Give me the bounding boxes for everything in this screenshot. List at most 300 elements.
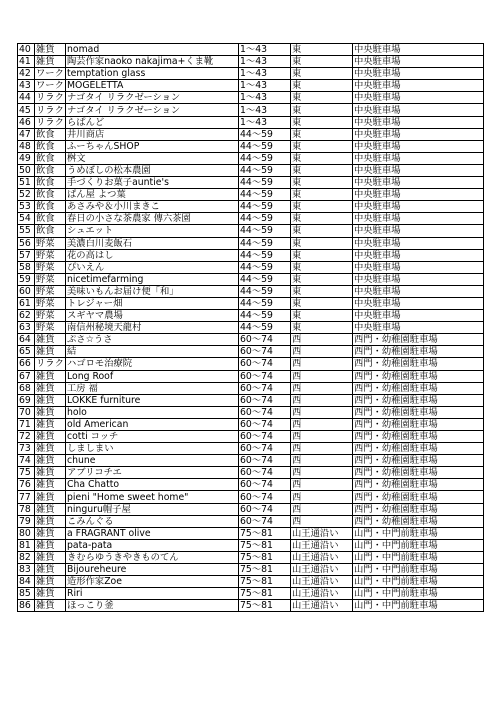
table-row	[18, 297, 484, 309]
table-row	[18, 467, 484, 479]
category-cell: 雑貨	[35, 443, 66, 455]
area-cell: 山王通沿い	[291, 588, 353, 600]
area-cell: 山王通沿い	[291, 539, 353, 551]
vendor-name-cell: 南信州秘境天龍村	[66, 322, 239, 334]
parking-cell: 中央駐車場	[353, 68, 484, 80]
area-cell: 東	[291, 104, 353, 116]
category-cell: 雑貨	[35, 467, 66, 479]
vendor-name-cell: MOGELETTA	[66, 80, 239, 92]
category-cell: リラク	[36, 104, 64, 116]
parking-cell: 中央駐車場	[353, 116, 484, 128]
category-cell: 雑貨	[35, 564, 66, 576]
table-row	[18, 370, 484, 382]
vendor-name-cell: LOKKE furniture	[66, 394, 239, 406]
vendor-name-cell: 造形作家Zoe	[66, 576, 239, 588]
area-cell: 西	[291, 382, 353, 394]
row-number: 53	[18, 201, 35, 213]
vendor-name-cell: ぷさ☆うさ	[66, 334, 239, 346]
area-cell: 東	[291, 92, 353, 104]
row-number: 51	[18, 177, 35, 189]
parking-cell: 西門・幼稚園駐車場	[353, 382, 484, 394]
booth-range-cell: 44～59	[239, 237, 291, 249]
table-row	[18, 576, 484, 588]
parking-cell: 中央駐車場	[353, 92, 484, 104]
booth-range-cell: 1～43	[239, 80, 291, 92]
booth-range-cell: 1～43	[239, 92, 291, 104]
vendor-name-cell: ぱん屋 よつ葉	[66, 189, 239, 201]
table-row	[18, 479, 484, 491]
table-row	[18, 56, 484, 68]
row-number: 60	[18, 285, 35, 297]
table-row	[18, 455, 484, 467]
parking-cell: 中央駐車場	[353, 44, 484, 56]
category-cell: 雑貨	[35, 334, 66, 346]
row-number: 67	[18, 370, 35, 382]
table-row	[18, 394, 484, 406]
table-row	[18, 213, 484, 225]
parking-cell: 中央駐車場	[353, 177, 484, 189]
table-row	[18, 334, 484, 346]
booth-range-cell: 44～59	[239, 201, 291, 213]
vendor-name-cell: アブリコチエ	[66, 467, 239, 479]
booth-range-cell: 75～81	[239, 527, 291, 539]
category-cell: 雑貨	[35, 431, 66, 443]
table-row	[18, 116, 484, 128]
table-row	[18, 68, 484, 80]
booth-range-cell: 44～59	[239, 213, 291, 225]
vendor-name-cell: ほっこり釜	[66, 600, 239, 612]
row-number: 78	[18, 503, 35, 515]
area-cell: 東	[291, 273, 353, 285]
vendor-name-cell: 春日の小さな茶農家 傳六茶園	[66, 213, 239, 225]
table-row	[18, 515, 484, 527]
booth-range-cell: 1～43	[239, 116, 291, 128]
booth-range-cell: 60～74	[239, 443, 291, 455]
category-cell: 雑貨	[35, 44, 66, 56]
parking-cell: 西門・幼稚園駐車場	[353, 455, 484, 467]
parking-cell: 中央駐車場	[353, 56, 484, 68]
vendor-name-cell: a FRAGRANT olive	[66, 527, 239, 539]
booth-range-cell: 44～59	[239, 177, 291, 189]
parking-cell: 中央駐車場	[353, 297, 484, 309]
row-number: 71	[18, 418, 35, 430]
area-cell: 西	[291, 370, 353, 382]
parking-cell: 山門・中門前駐車場	[353, 600, 484, 612]
vendor-name-cell: pieni "Home sweet home"	[66, 491, 239, 503]
table-row	[18, 44, 484, 56]
table-row	[18, 418, 484, 430]
category-cell: 飲食	[35, 128, 66, 140]
category-cell: 飲食	[35, 225, 66, 237]
parking-cell: 中央駐車場	[353, 310, 484, 322]
area-cell: 西	[291, 334, 353, 346]
category-cell: 飲食	[35, 140, 66, 152]
row-number: 85	[18, 588, 35, 600]
vendor-name-cell: らぱんど	[66, 116, 239, 128]
parking-cell: 西門・幼稚園駐車場	[353, 358, 484, 370]
parking-cell: 中央駐車場	[353, 237, 484, 249]
category-cell: 野菜	[35, 237, 66, 249]
area-cell: 東	[291, 116, 353, 128]
booth-range-cell: 60～74	[239, 491, 291, 503]
category-cell: 野菜	[35, 261, 66, 273]
parking-cell: 西門・幼稚園駐車場	[353, 334, 484, 346]
vendor-name-cell: 井川商店	[66, 128, 239, 140]
table-row	[18, 104, 484, 116]
area-cell: 東	[291, 213, 353, 225]
row-number: 43	[18, 80, 35, 92]
category-cell: 野菜	[35, 322, 66, 334]
parking-cell: 中央駐車場	[353, 152, 484, 164]
category-cell: 雑貨	[35, 394, 66, 406]
row-number: 72	[18, 431, 35, 443]
row-number: 54	[18, 213, 35, 225]
area-cell: 西	[291, 479, 353, 491]
table-row	[18, 431, 484, 443]
area-cell: 西	[291, 431, 353, 443]
table-row	[18, 80, 484, 92]
booth-range-cell: 44～59	[239, 297, 291, 309]
area-cell: 東	[291, 225, 353, 237]
table-row	[18, 273, 484, 285]
parking-cell: 西門・幼稚園駐車場	[353, 406, 484, 418]
parking-cell: 中央駐車場	[353, 189, 484, 201]
vendor-name-cell: Cha Chatto	[66, 479, 239, 491]
booth-range-cell: 60～74	[239, 406, 291, 418]
category-cell: 雑貨	[35, 515, 66, 527]
area-cell: 東	[291, 128, 353, 140]
booth-range-cell: 44～59	[239, 225, 291, 237]
vendor-name-cell: old American	[66, 418, 239, 430]
booth-range-cell: 44～59	[239, 322, 291, 334]
category-cell: 飲食	[35, 213, 66, 225]
parking-cell: 西門・幼稚園駐車場	[353, 431, 484, 443]
row-number: 75	[18, 467, 35, 479]
row-number: 52	[18, 189, 35, 201]
booth-range-cell: 60～74	[239, 334, 291, 346]
parking-cell: 中央駐車場	[353, 273, 484, 285]
vendor-name-cell: きむらゆうきやきものてん	[66, 551, 239, 563]
table-row	[18, 346, 484, 358]
parking-cell: 中央駐車場	[353, 225, 484, 237]
row-number: 57	[18, 249, 35, 261]
area-cell: 東	[291, 310, 353, 322]
parking-cell: 中央駐車場	[353, 249, 484, 261]
table-row	[18, 503, 484, 515]
area-cell: 西	[291, 346, 353, 358]
row-number: 49	[18, 152, 35, 164]
table-row	[18, 491, 484, 503]
table-row	[18, 285, 484, 297]
table-row	[18, 588, 484, 600]
vendor-name-cell: ふーちゃんSHOP	[66, 140, 239, 152]
booth-range-cell: 75～81	[239, 588, 291, 600]
area-cell: 西	[291, 418, 353, 430]
row-number: 68	[18, 382, 35, 394]
table-row	[18, 164, 484, 176]
booth-range-cell: 75～81	[239, 564, 291, 576]
vendor-name-cell: スギヤマ農場	[66, 310, 239, 322]
row-number: 62	[18, 310, 35, 322]
row-number: 76	[18, 479, 35, 491]
booth-range-cell: 60～74	[239, 503, 291, 515]
table-row	[18, 201, 484, 213]
table-row	[18, 600, 484, 612]
parking-cell: 山門・中門前駐車場	[353, 576, 484, 588]
area-cell: 東	[291, 261, 353, 273]
booth-range-cell: 75～81	[239, 539, 291, 551]
vendor-name-cell: ナゴタイ リラクゼーション	[66, 92, 239, 104]
parking-cell: 中央駐車場	[353, 322, 484, 334]
table-row	[18, 128, 484, 140]
area-cell: 西	[291, 467, 353, 479]
booth-range-cell: 44～59	[239, 310, 291, 322]
booth-range-cell: 60～74	[239, 394, 291, 406]
vendor-name-cell: 手づくりお菓子auntie's	[66, 177, 239, 189]
booth-range-cell: 1～43	[239, 104, 291, 116]
category-cell: 飲食	[35, 164, 66, 176]
category-cell: ワーク	[36, 68, 64, 80]
row-number: 63	[18, 322, 35, 334]
booth-range-cell: 60～74	[239, 358, 291, 370]
area-cell: 東	[291, 177, 353, 189]
row-number: 77	[18, 491, 35, 503]
row-number: 61	[18, 297, 35, 309]
booth-range-cell: 60～74	[239, 515, 291, 527]
vendor-name-cell: 美濃白川麦飯石	[66, 237, 239, 249]
category-cell: 雑貨	[35, 527, 66, 539]
category-cell: リラク	[36, 92, 64, 104]
parking-cell: 中央駐車場	[353, 104, 484, 116]
row-number: 84	[18, 576, 35, 588]
parking-cell: 西門・幼稚園駐車場	[353, 370, 484, 382]
table-row	[18, 527, 484, 539]
vendor-name-cell: シュエット	[66, 225, 239, 237]
area-cell: 東	[291, 237, 353, 249]
vendor-name-cell: しましまい	[66, 443, 239, 455]
parking-cell: 西門・幼稚園駐車場	[353, 467, 484, 479]
category-cell: ワーク	[36, 80, 64, 92]
row-number: 80	[18, 527, 35, 539]
row-number: 81	[18, 539, 35, 551]
vendor-name-cell: Bijoureheure	[66, 564, 239, 576]
vendor-name-cell: ナゴタイ リラクゼーション	[66, 104, 239, 116]
vendor-name-cell: ハゴロモ治療院	[66, 358, 239, 370]
vendor-name-cell: うめぼしの松本農園	[66, 164, 239, 176]
booth-range-cell: 44～59	[239, 249, 291, 261]
vendor-name-cell: ぴいえん	[66, 261, 239, 273]
category-cell: 飲食	[35, 189, 66, 201]
category-cell: 雑貨	[35, 406, 66, 418]
parking-cell: 中央駐車場	[353, 285, 484, 297]
booth-range-cell: 60～74	[239, 346, 291, 358]
area-cell: 西	[291, 455, 353, 467]
booth-range-cell: 60～74	[239, 467, 291, 479]
category-cell: 飲食	[35, 201, 66, 213]
vendor-name-cell: 美味いもんお届け便「和」	[66, 285, 239, 297]
table-row	[18, 539, 484, 551]
vendor-name-cell: こみんぐる	[66, 515, 239, 527]
booth-range-cell: 60～74	[239, 455, 291, 467]
parking-cell: 山門・中門前駐車場	[353, 564, 484, 576]
area-cell: 西	[291, 394, 353, 406]
row-number: 58	[18, 261, 35, 273]
table-row	[18, 225, 484, 237]
vendor-name-cell: Long Roof	[66, 370, 239, 382]
row-number: 45	[18, 104, 35, 116]
row-number: 83	[18, 564, 35, 576]
booth-range-cell: 1～43	[239, 68, 291, 80]
booth-range-cell: 60～74	[239, 370, 291, 382]
table-row	[18, 177, 484, 189]
vendor-name-cell: holo	[66, 406, 239, 418]
booth-range-cell: 44～59	[239, 273, 291, 285]
area-cell: 東	[291, 249, 353, 261]
parking-cell: 中央駐車場	[353, 128, 484, 140]
category-cell: リラク	[36, 116, 64, 128]
area-cell: 東	[291, 189, 353, 201]
category-cell: 野菜	[35, 310, 66, 322]
booth-range-cell: 60～74	[239, 418, 291, 430]
category-cell: 雑貨	[35, 455, 66, 467]
area-cell: 山王通沿い	[291, 600, 353, 612]
booth-range-cell: 44～59	[239, 261, 291, 273]
area-cell: 西	[291, 503, 353, 515]
row-number: 41	[18, 56, 35, 68]
row-number: 73	[18, 443, 35, 455]
category-cell: 雑貨	[35, 551, 66, 563]
table-row	[18, 249, 484, 261]
category-cell: 雑貨	[35, 539, 66, 551]
area-cell: 西	[291, 443, 353, 455]
category-cell: 飲食	[35, 177, 66, 189]
area-cell: 東	[291, 44, 353, 56]
parking-cell: 山門・中門前駐車場	[353, 551, 484, 563]
category-cell: 雑貨	[35, 491, 66, 503]
parking-cell: 中央駐車場	[353, 140, 484, 152]
parking-cell: 山門・中門前駐車場	[353, 539, 484, 551]
category-cell: 雑貨	[35, 503, 66, 515]
parking-cell: 中央駐車場	[353, 261, 484, 273]
table-row	[18, 322, 484, 334]
area-cell: 東	[291, 80, 353, 92]
area-cell: 東	[291, 164, 353, 176]
parking-cell: 中央駐車場	[353, 213, 484, 225]
area-cell: 山王通沿い	[291, 564, 353, 576]
row-number: 48	[18, 140, 35, 152]
category-cell: 雑貨	[35, 370, 66, 382]
table-row	[18, 551, 484, 563]
vendor-table-body	[18, 44, 484, 612]
category-cell: 雑貨	[35, 382, 66, 394]
category-cell: 野菜	[35, 297, 66, 309]
area-cell: 東	[291, 201, 353, 213]
category-cell: リラク	[36, 358, 64, 370]
booth-range-cell: 75～81	[239, 576, 291, 588]
vendor-name-cell: 工房 福	[66, 382, 239, 394]
category-cell: 飲食	[35, 152, 66, 164]
parking-cell: 中央駐車場	[353, 201, 484, 213]
area-cell: 西	[291, 358, 353, 370]
category-cell: 雑貨	[35, 600, 66, 612]
vendor-name-cell: nomad	[66, 44, 239, 56]
area-cell: 西	[291, 491, 353, 503]
table-row	[18, 189, 484, 201]
category-cell: 雑貨	[35, 418, 66, 430]
booth-range-cell: 44～59	[239, 285, 291, 297]
parking-cell: 西門・幼稚園駐車場	[353, 394, 484, 406]
area-cell: 西	[291, 406, 353, 418]
booth-range-cell: 1～43	[239, 56, 291, 68]
table-row	[18, 92, 484, 104]
parking-cell: 中央駐車場	[353, 80, 484, 92]
vendor-name-cell: 花の高はし	[66, 249, 239, 261]
table-row	[18, 382, 484, 394]
area-cell: 東	[291, 297, 353, 309]
area-cell: 東	[291, 152, 353, 164]
table-row	[18, 564, 484, 576]
row-number: 46	[18, 116, 35, 128]
row-number: 82	[18, 551, 35, 563]
booth-range-cell: 75～81	[239, 551, 291, 563]
row-number: 86	[18, 600, 35, 612]
row-number: 55	[18, 225, 35, 237]
category-cell: 雑貨	[35, 588, 66, 600]
row-number: 44	[18, 92, 35, 104]
table-row	[18, 140, 484, 152]
row-number: 64	[18, 334, 35, 346]
area-cell: 東	[291, 322, 353, 334]
vendor-name-cell: 桝文	[66, 152, 239, 164]
vendor-name-cell: chune	[66, 455, 239, 467]
row-number: 70	[18, 406, 35, 418]
vendor-name-cell: cotti コッチ	[66, 431, 239, 443]
row-number: 65	[18, 346, 35, 358]
parking-cell: 山門・中門前駐車場	[353, 527, 484, 539]
area-cell: 山王通沿い	[291, 576, 353, 588]
parking-cell: 西門・幼稚園駐車場	[353, 418, 484, 430]
booth-range-cell: 60～74	[239, 382, 291, 394]
table-row	[18, 406, 484, 418]
parking-cell: 西門・幼稚園駐車場	[353, 515, 484, 527]
row-number: 50	[18, 164, 35, 176]
category-cell: 雑貨	[35, 346, 66, 358]
parking-cell: 西門・幼稚園駐車場	[353, 479, 484, 491]
booth-range-cell: 75～81	[239, 600, 291, 612]
vendor-name-cell: temptation glass	[66, 68, 239, 80]
table-row	[18, 261, 484, 273]
row-number: 56	[18, 237, 35, 249]
vendor-name-cell: Riri	[66, 588, 239, 600]
area-cell: 山王通沿い	[291, 527, 353, 539]
table-row	[18, 237, 484, 249]
vendor-name-cell: pata-pata	[66, 539, 239, 551]
row-number: 47	[18, 128, 35, 140]
area-cell: 東	[291, 68, 353, 80]
category-cell: 野菜	[35, 249, 66, 261]
area-cell: 西	[291, 515, 353, 527]
parking-cell: 西門・幼稚園駐車場	[353, 503, 484, 515]
booth-range-cell: 44～59	[239, 152, 291, 164]
vendor-name-cell: トレジャー畑	[66, 297, 239, 309]
parking-cell: 山門・中門前駐車場	[353, 588, 484, 600]
table-row	[18, 152, 484, 164]
vendor-name-cell: 陶芸作家naoko nakajima+くま靴	[66, 56, 239, 68]
category-cell: 野菜	[35, 285, 66, 297]
category-cell: 雑貨	[35, 479, 66, 491]
vendor-name-cell: 結	[66, 346, 239, 358]
booth-range-cell: 60～74	[239, 431, 291, 443]
